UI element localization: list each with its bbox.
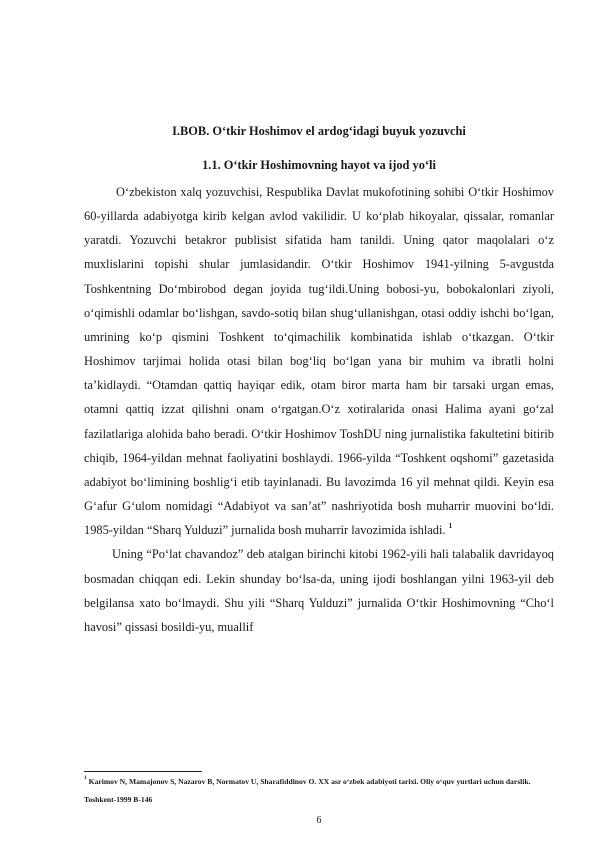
paragraph-1 [84,180,554,542]
footnote [84,773,554,809]
chapter-heading: I.BOB. O‘tkir Hoshimov el ardog‘idagi buyuk yozuvchi [172,124,466,138]
footnote-divider [84,771,202,772]
paragraph-1-text: O‘zbekiston xalq yozuvchisi, Respublika Davlat mukofotining sohibi O‘tkir Hoshimov 60-yillarda adabiyotga kirib kelgan avlod vakilidir. U ko‘plab hikoyalar, qissalar, romanlar yaratdi. Yozuvchi betakror publisist sifatida ham tanildi. Uning qator maqolalari o‘z muxlislarini topishi shular jumlasidandir. O‘tkir Hoshimov 1941-yilning 5-avgustda Toshkentning Do‘mbirobod degan joyida tug‘ildi.Uning bobosi-yu, bobokalonlari ziyoli, o‘qimishli odamlar bo‘lishgan, savdo-sotiq bilan shug‘ullanishgan, otasi oddiy ishchi bo‘lgan, umrining ko‘p qismini Toshkent to‘qimachilik kombinatida ishlab o‘tkazgan. O‘tkir Hoshimov tarjimai holida otasi bilan bog‘liq bo‘lgan yana bir muhim va ibratli holni ta’kidlaydi. “Otamdan qattiq hayiqar edik, otam biror marta ham bir tarsaki urgan emas, otamni qattiq izzat qilishni onam o‘rgatgan.O‘z xotiralarida onasi Halima ayani go‘zal fazilatlariga alohida baho beradi. O‘tkir Hoshimov ToshDU ning jurnalistika fakultetini bitirib chiqib, 1964-yildan mehnat faoliyatini boshlaydi. 1966-yilda “Toshkent oqshomi” gazetasida adabiyot bo‘limining boshlig‘i etib tayinlanadi. Bu lavozimda 16 yil mehnat qildi. Keyin esa G‘afur G‘ulom nomidagi “Adabiyot va san’at” nashriyotida bosh muharrir muovini bo‘ldi. 1985-yildan “Sharq Yulduzi” jurnalida bosh muharrir lavozimida ishladi. [84,185,554,538]
footnote-text: Karimov N, Mamajonov S, Nazarov B, Normatov U, Sharafiddinov O. XX asr o‘zbek adabiyoti tarixi. Oliy o‘quv yurtlari uchun darslik. Toshkent-1999 B-146 [84,777,531,804]
section-heading: 1.1. O‘tkir Hoshimovning hayot va ijod yo‘li [202,158,436,172]
footnote-number: 1 [84,775,87,782]
page-number: 6 [316,815,322,826]
footnote-reference[interactable]: 1 [448,522,453,531]
body-text [84,180,554,639]
paragraph-2: Uning “Po‘lat chavandoz” deb atalgan birinchi kitobi 1962-yili hali talabalik davridayoq bosmadan chiqqan edi. Lekin shunday bo‘lsa-da, uning ijodi boshlangan yilni 1963-yil deb belgilansa xato bo‘lmaydi. Shu yili “Sharq Yulduzi” jurnalida O‘tkir Hoshimovning “Cho‘l havosi” qissasi bosildi-yu, muallif [84,547,554,634]
